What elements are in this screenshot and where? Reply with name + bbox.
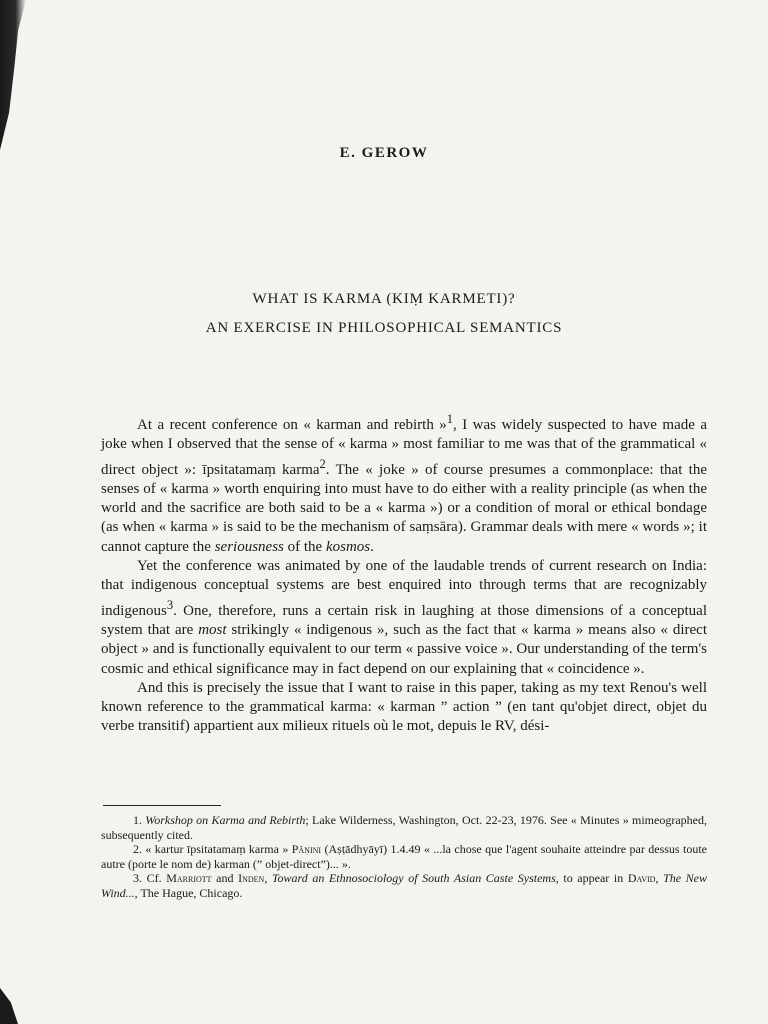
footnote-2-author: Pāṇini <box>291 842 322 856</box>
footnotes <box>101 813 707 900</box>
paragraph-2-text-c: strikingly « indigenous », such as the fact that « karma » means also « direct object » and is functionally equivalent to our term « passive voice ». Our understanding of the term's cosmic and ethical significance may in fact depend on our explaining that « coincidence ». <box>101 621 707 677</box>
footnote-3-and: and <box>211 871 239 885</box>
footnote-3 <box>101 871 707 900</box>
footnote-3-title: Toward an Ethnosociology of South Asian Caste Systems <box>271 871 556 885</box>
paragraph-3 <box>101 679 707 737</box>
scan-edge-shadow-top <box>0 0 26 150</box>
author-name: E. GEROW <box>339 145 429 161</box>
paragraph-1 <box>101 410 707 557</box>
emphasis-most: most <box>198 621 227 638</box>
footnote-3-comma: , <box>264 871 272 885</box>
footnote-2-number: 2. <box>133 842 146 856</box>
footnote-1-number: 1. <box>133 813 146 827</box>
footnote-3-editor: David <box>627 871 656 885</box>
footnote-3-author-marriott: Marriott <box>166 871 212 885</box>
footnote-1-text: ; Lake Wilderness, Washington, Oct. 22-23, 1976. See « Minutes » mimeographed, subsequently cited. <box>101 813 707 842</box>
footnote-3-number: 3. Cf. <box>133 871 167 885</box>
footnote-1-title: Workshop on Karma and Rebirth <box>145 813 306 827</box>
paragraph-2-text-a: Yet the conference was animated by one of the laudable trends of current research on India: that indigenous conceptual systems are best enquired into through terms that are recognizably indigenous <box>101 558 707 619</box>
footnote-3-author-inden: Inden <box>238 871 265 885</box>
paragraph-2-text-b: . One, therefore, runs a certain risk in laughing at those dimensions of a conceptual system that are <box>101 602 707 638</box>
scan-edge-shadow-bottom <box>0 988 18 1024</box>
footnote-3-text-end: , The Hague, Chicago. <box>134 885 243 900</box>
paragraph-1-text-e: . <box>370 538 374 555</box>
footnote-3-comma-2: , <box>655 871 664 885</box>
emphasis-kosmos: kosmos <box>325 538 371 555</box>
paragraph-2 <box>101 557 707 679</box>
footnote-2 <box>101 842 707 871</box>
paragraph-1-text-c: . The « joke » of course presumes a commonplace: that the senses of « karma » worth enquiring into must have to do either with a reality principle (as when the world and the sacrifice are both said to be a « karma ») or a condition of moral or ethical bondage (as when « karma » is said to be the mechanism of saṃsāra). Grammar deals with mere « words »; it cannot capture the <box>101 461 707 555</box>
footnote-separator <box>103 805 221 806</box>
footnote-2-text-a: « kartur īpsitatamaṃ karma » <box>145 842 292 856</box>
paper-title-line-2: AN EXERCISE IN PHILOSOPHICAL SEMANTICS <box>205 320 563 336</box>
footnote-1 <box>101 813 707 842</box>
footnote-ref-1: 1 <box>446 412 454 426</box>
paragraph-1-text-d: of the <box>283 538 326 555</box>
footnote-3-book: The New Wind... <box>101 871 708 900</box>
body-text <box>101 410 707 737</box>
paragraph-1-text-a: At a recent conference on « karman and rebirth » <box>137 417 447 433</box>
footnote-2-text-b: (Aṣṭādhyāyī) 1.4.49 « ...la chose que l'agent souhaite atteindre par dessus toute autre (porte le nom de) karman (” objet-direct”)... ». <box>101 842 708 871</box>
footnote-ref-3: 3 <box>166 597 174 612</box>
paragraph-3-text-a: And this is precisely the issue that I want to raise in this paper, taking as my text Renou's well known reference to the grammatical karma: « karman ” action ” (en tant qu'objet direct, objet du verbe transitif) appartient aux milieux rituels où le mot, depuis le RV, dési- <box>101 679 707 735</box>
footnote-3-text-mid: , to appear in <box>555 871 628 885</box>
footnote-ref-2: 2 <box>319 456 326 471</box>
paragraph-1-text-b: , I was widely suspected to have made a joke when I observed that the sense of « karma » most familiar to me was that of the grammatical « direct object »: īpsitatamaṃ karma <box>101 417 707 478</box>
paper-title-line-1: WHAT IS KARMA (KIṂ KARMETI)? <box>252 291 516 307</box>
emphasis-seriousness: seriousness <box>214 538 284 555</box>
